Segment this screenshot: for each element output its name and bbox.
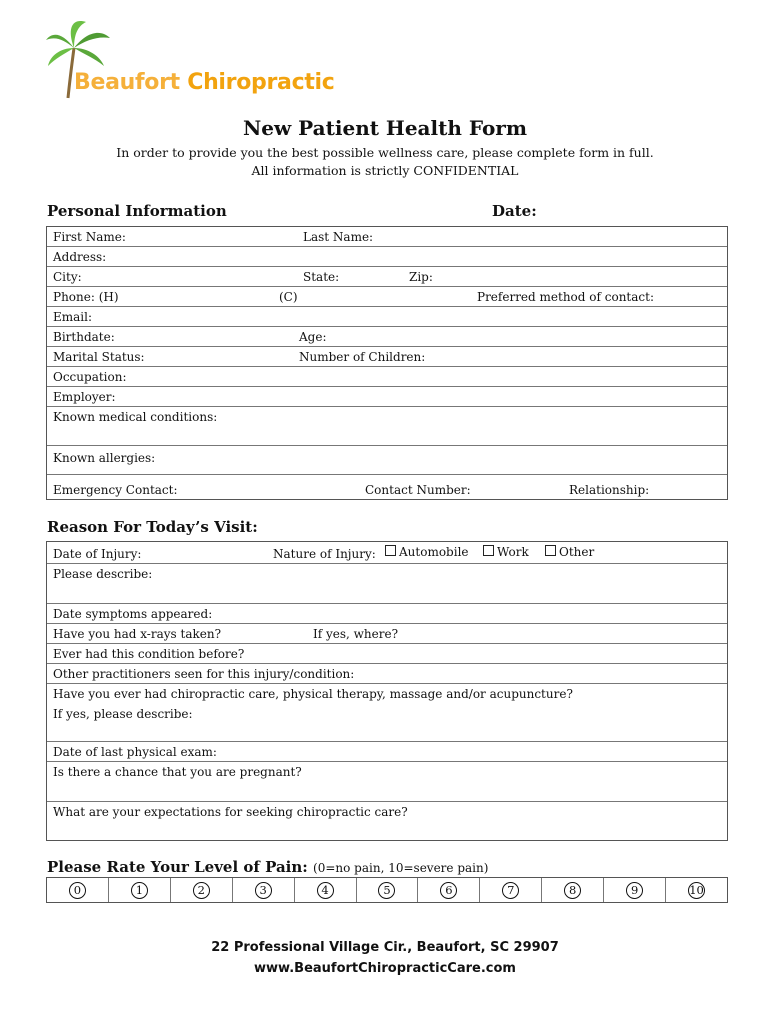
pain-scale-note: (0=no pain, 10=severe pain): [313, 861, 489, 875]
first-name-field[interactable]: First Name:: [53, 230, 126, 244]
date-of-injury-field[interactable]: Date of Injury:: [53, 547, 142, 561]
state-field[interactable]: State:: [303, 270, 340, 284]
allergies-field[interactable]: Known allergies:: [53, 451, 156, 465]
automobile-checkbox[interactable]: [385, 545, 396, 556]
preferred-contact-field[interactable]: Preferred method of contact:: [477, 290, 654, 304]
occupation-field[interactable]: Occupation:: [53, 370, 127, 384]
pain-scale: [46, 877, 728, 903]
other-checkbox[interactable]: [545, 545, 556, 556]
personal-info-table: [46, 226, 728, 500]
injury-row: [47, 542, 727, 564]
address-field[interactable]: Address:: [53, 250, 107, 264]
birthdate-field[interactable]: Birthdate:: [53, 330, 115, 344]
home-phone-field[interactable]: Phone: (H): [53, 290, 119, 304]
age-field[interactable]: Age:: [299, 330, 327, 344]
ever-had-field[interactable]: Ever had this condition before?: [53, 647, 245, 661]
physical-exam-field[interactable]: Date of last physical exam:: [53, 745, 217, 759]
other-option[interactable]: Other: [545, 545, 594, 559]
logo: [44, 18, 344, 100]
personal-info-heading: Personal Information: [47, 202, 227, 220]
birthdate-row: [47, 327, 727, 347]
employer-field[interactable]: Employer:: [53, 390, 116, 404]
visit-heading: Reason For Today’s Visit:: [47, 518, 258, 536]
city-field[interactable]: City:: [53, 270, 82, 284]
medical-conditions-field[interactable]: Known medical conditions:: [53, 410, 218, 424]
email-field[interactable]: Email:: [53, 310, 93, 324]
relationship-field[interactable]: Relationship:: [569, 483, 650, 497]
footer-address: 22 Professional Village Cir., Beaufort, SC 29907: [211, 940, 559, 955]
intro-text: In order to provide you the best possible wellness care, please complete form in full. All information is strictly CONFIDENTIAL: [116, 145, 654, 178]
other-practitioners-field[interactable]: Other practitioners seen for this injury/condition:: [53, 667, 355, 681]
pain-level-5[interactable]: 5: [357, 878, 419, 902]
physical-exam-row: [47, 742, 727, 762]
pain-level-10[interactable]: 10: [689, 883, 704, 897]
xrays-field[interactable]: Have you had x-rays taken?: [53, 627, 222, 641]
medical-row: [47, 407, 727, 446]
ever-had-row: [47, 644, 727, 664]
pain-level-6[interactable]: 6: [418, 878, 480, 902]
chiro-care-field[interactable]: Have you ever had chiropractic care, physical therapy, massage and/or acupuncture?: [53, 687, 573, 701]
expectations-field[interactable]: What are your expectations for seeking chiropractic care?: [53, 805, 408, 819]
symptoms-row: [47, 604, 727, 624]
pain-heading: Please Rate Your Level of Pain: (0=no pain, 10=severe pain): [47, 858, 489, 876]
address-row: [47, 247, 727, 267]
chiro-describe-field[interactable]: If yes, please describe:: [53, 707, 193, 721]
pregnant-row: [47, 762, 727, 802]
allergies-row: [47, 446, 727, 475]
email-row: [47, 307, 727, 327]
city-row: [47, 267, 727, 287]
employer-row: [47, 387, 727, 407]
automobile-option[interactable]: Automobile: [385, 545, 469, 559]
work-option[interactable]: Work: [483, 545, 529, 559]
logo-wordmark: Beaufort Chiropractic: [74, 70, 335, 95]
describe-row: [47, 564, 727, 604]
form-title: New Patient Health Form: [242, 116, 527, 140]
zip-field[interactable]: Zip:: [409, 270, 433, 284]
emergency-contact-field[interactable]: Emergency Contact:: [53, 483, 178, 497]
name-row: [47, 227, 727, 247]
pain-level-3[interactable]: 3: [233, 878, 295, 902]
last-name-field[interactable]: Last Name:: [303, 230, 374, 244]
footer-website[interactable]: www.BeaufortChiropracticCare.com: [254, 961, 516, 976]
expectations-row: [47, 802, 727, 840]
marital-row: [47, 347, 727, 367]
pain-level-1[interactable]: 1: [109, 878, 171, 902]
xrays-row: [47, 624, 727, 644]
pain-level-7[interactable]: 7: [480, 878, 542, 902]
pain-level-0[interactable]: 0: [47, 878, 109, 902]
children-field[interactable]: Number of Children:: [299, 350, 426, 364]
practitioners-row: [47, 664, 727, 684]
pain-level-9[interactable]: 9: [604, 878, 666, 902]
contact-number-field[interactable]: Contact Number:: [365, 483, 471, 497]
marital-status-field[interactable]: Marital Status:: [53, 350, 145, 364]
nature-of-injury-label: Nature of Injury:: [273, 547, 376, 561]
xrays-where-field[interactable]: If yes, where?: [313, 627, 399, 641]
emergency-row: [47, 475, 727, 499]
chiro-care-row: [47, 684, 727, 742]
symptoms-date-field[interactable]: Date symptoms appeared:: [53, 607, 213, 621]
pain-level-4[interactable]: 4: [295, 878, 357, 902]
occupation-row: [47, 367, 727, 387]
pain-level-8[interactable]: 8: [542, 878, 604, 902]
cell-phone-field[interactable]: (C): [279, 290, 298, 304]
date-label: Date:: [492, 202, 537, 220]
phone-row: [47, 287, 727, 307]
describe-field[interactable]: Please describe:: [53, 567, 153, 581]
work-checkbox[interactable]: [483, 545, 494, 556]
pain-level-2[interactable]: 2: [171, 878, 233, 902]
visit-table: [46, 541, 728, 841]
pregnant-field[interactable]: Is there a chance that you are pregnant?: [53, 765, 302, 779]
